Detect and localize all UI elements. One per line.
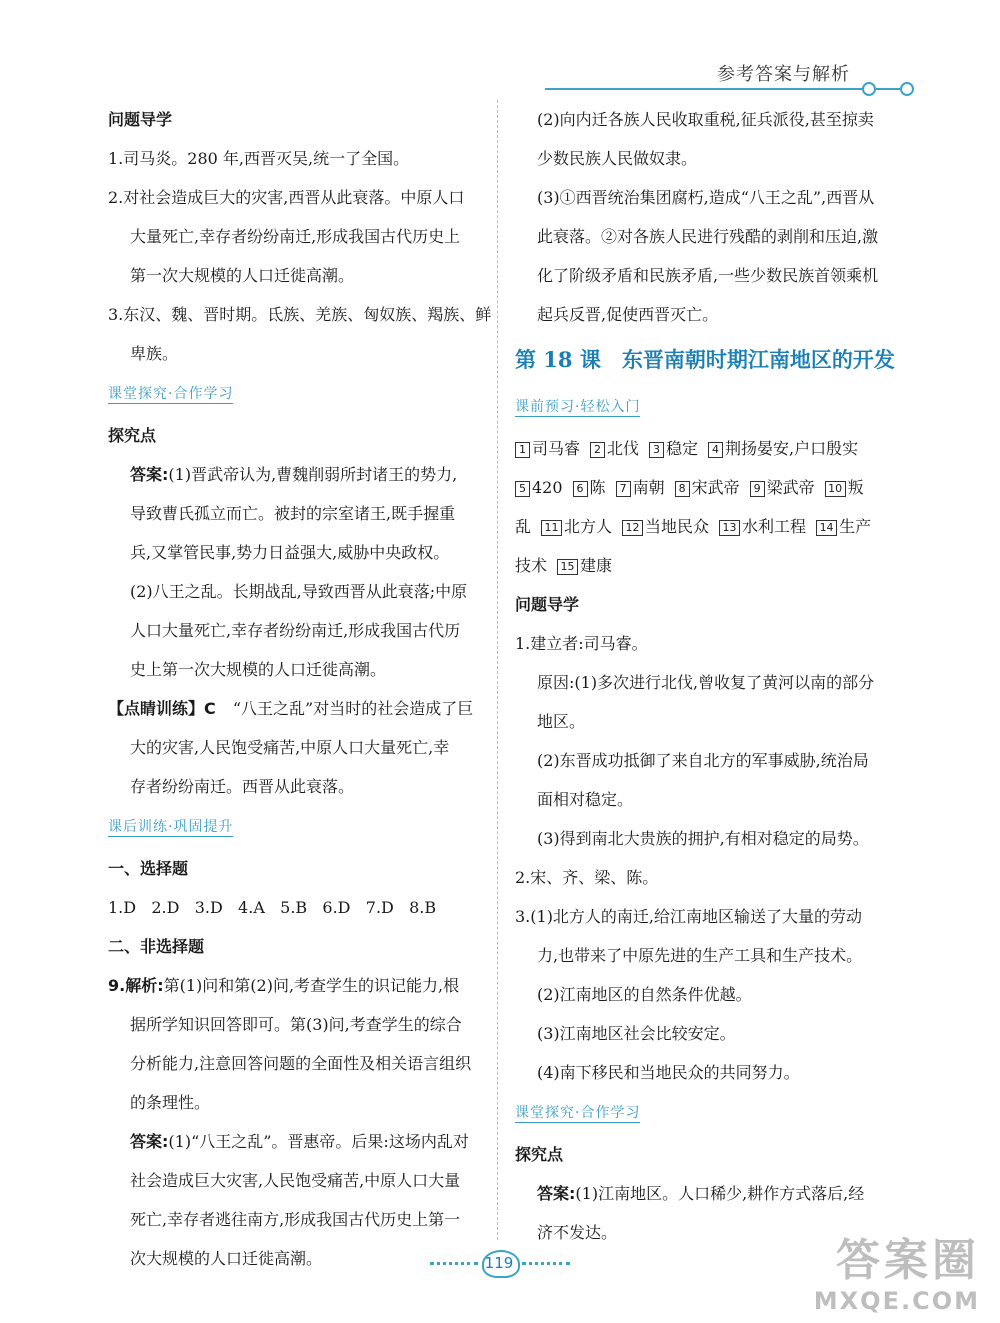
watermark-logo	[814, 1235, 980, 1315]
explore-answer-text: (2)八王之乱。长期战乱,导致西晋从此衰落;中原	[130, 582, 468, 601]
watermark-text: 答案圈	[836, 1235, 980, 1286]
answer-line: 少数民族人民做奴隶。	[537, 149, 698, 168]
q9-text: 第(1)问和第(2)问,考查学生的识记能力,根	[163, 976, 460, 995]
number-box: 2	[590, 442, 605, 458]
q9-answer-text: (1)“八王之乱”。晋惠帝。后果:这场内乱对	[168, 1132, 469, 1151]
fill-item	[557, 556, 612, 575]
fill-item	[515, 478, 563, 497]
fill-item	[719, 517, 806, 536]
explore-heading: 探究点	[108, 426, 157, 445]
column-divider	[497, 100, 498, 1240]
wenti-heading: 问题导学	[515, 595, 580, 614]
number-box: 4	[708, 442, 723, 458]
number-box: 15	[557, 559, 578, 575]
fill-item	[708, 439, 858, 458]
dianjing-block	[108, 689, 483, 728]
number-box: 8	[675, 481, 690, 497]
number-box: 1	[515, 442, 530, 458]
explore-answer-text: 济不发达。	[537, 1223, 618, 1242]
dianjing-line: “八王之乱”对当时的社会造成了巨	[232, 699, 474, 718]
explore-answer-line	[108, 572, 483, 611]
answer-line: 此衰落。②对各族人民进行残酷的剥削和压迫,激	[537, 227, 879, 246]
answer-line: (2)江南地区的自然条件优越。	[537, 985, 752, 1004]
explore-answer-line	[515, 1174, 895, 1213]
watermark-url: MXQE.COM	[813, 1287, 980, 1315]
fill-text: 420	[532, 478, 563, 497]
number-box: 9	[750, 481, 765, 497]
page-number: 119	[484, 1254, 514, 1272]
choice-answers: 1.D 2.D 3.D 4.A 5.B 6.D 7.D 8.B	[108, 898, 437, 917]
explore-heading: 探究点	[515, 1145, 564, 1164]
q9-label: 9.解析:	[108, 976, 164, 995]
explore-answer-line	[108, 455, 483, 494]
explore-answer-text: 兵,又掌管民事,势力日益强大,威胁中央政权。	[130, 543, 450, 562]
answer-line: 力,也带来了中原先进的生产工具和生产技术。	[537, 946, 863, 965]
number-box: 7	[616, 481, 631, 497]
q9-text: 分析能力,注意回答问题的全面性及相关语言组织	[130, 1054, 472, 1073]
section-tag: 课前预习·轻松入门	[515, 399, 641, 415]
fill-item	[515, 439, 580, 458]
explore-answer-line	[108, 494, 483, 533]
answer-label: 答案:	[130, 1132, 169, 1151]
explore-answer-line	[108, 611, 483, 650]
header-rule	[545, 88, 865, 90]
fill-text: 陈	[589, 478, 606, 497]
q9-text: 据所学知识回答即可。第(3)问,考查学生的综合	[130, 1015, 462, 1034]
fill-text: 当地民众	[645, 517, 710, 536]
dianjing-line: 大的灾害,人民饱受痛苦,中原人口大量死亡,幸	[130, 738, 450, 757]
answer-line: (4)南下移民和当地民众的共同努力。	[537, 1063, 800, 1082]
dianjing-label: 【点睛训练】C	[108, 699, 216, 718]
right-top-block	[515, 100, 895, 334]
explore-answer-text: (1)晋武帝认为,曹魏削弱所封诸王的势力,	[168, 465, 458, 484]
answer-line: 2.对社会造成巨大的灾害,西晋从此衰落。中原人口	[108, 188, 465, 207]
section-tag: 课后训练·巩固提升	[108, 819, 234, 835]
answer-line: 3.(1)北方人的南迁,给江南地区输送了大量的劳动	[515, 907, 863, 926]
answer-line: 2.宋、齐、梁、陈。	[515, 868, 659, 887]
fill-row	[515, 468, 895, 507]
fill-text: 荆扬晏安,户口殷实	[725, 439, 859, 458]
left-column	[108, 100, 492, 1278]
number-box: 6	[573, 481, 588, 497]
fill-item	[750, 478, 815, 497]
answer-line: 起兵反晋,促使西晋灭亡。	[537, 305, 719, 324]
answer-line: 化了阶级矛盾和民族矛盾,一些少数民族首领乘机	[537, 266, 879, 285]
fill-text: 乱	[515, 517, 532, 536]
answer-line: 面相对稳定。	[537, 790, 634, 809]
answer-label: 答案:	[130, 465, 169, 484]
q9-answer-text: 社会造成巨大灾害,人民饱受痛苦,中原人口大量	[130, 1171, 461, 1190]
number-box: 11	[541, 520, 562, 536]
right-column	[515, 100, 895, 1252]
number-box: 3	[649, 442, 664, 458]
answer-line: (3)得到南北大贵族的拥护,有相对稳定的局势。	[537, 829, 869, 848]
fill-item	[515, 517, 531, 536]
header-title: 参考答案与解析	[717, 64, 850, 85]
explore-answer-line	[108, 650, 483, 689]
q9-text: 的条理性。	[130, 1093, 211, 1112]
number-box: 13	[719, 520, 740, 536]
explore-answer-text: 人口大量死亡,幸存者纷纷南迁,形成我国古代历	[130, 621, 461, 640]
fill-item	[816, 517, 871, 536]
number-box: 5	[515, 481, 530, 497]
fill-text: 稳定	[666, 439, 699, 458]
fill-text: 梁武帝	[766, 478, 815, 497]
fill-item	[616, 478, 665, 497]
lesson-title: 第 18 课 东晋南朝时期江南地区的开发	[515, 347, 895, 372]
number-box: 14	[816, 520, 837, 536]
answer-line: 地区。	[537, 712, 586, 731]
section-tag: 课堂探究·合作学习	[108, 386, 234, 402]
answer-line: 1.司马炎。280 年,西晋灭吴,统一了全国。	[108, 149, 410, 168]
number-box: 12	[622, 520, 643, 536]
answer-line: 3.东汉、魏、晋时期。氐族、羌族、匈奴族、羯族、鲜	[108, 305, 492, 324]
footer-dots	[522, 1262, 570, 1265]
answer-line: (2)东晋成功抵御了来自北方的军事威胁,统治局	[537, 751, 869, 770]
fill-row	[515, 546, 895, 585]
q9-answer-line	[108, 1122, 483, 1161]
explore-answer-text: 导致曹氏孤立而亡。被封的宗室诸王,既手握重	[130, 504, 456, 523]
explore-answer-text: (1)江南地区。人口稀少,耕作方式落后,经	[575, 1184, 865, 1203]
fill-item	[649, 439, 698, 458]
dianjing-line: 存者纷纷南迁。西晋从此衰落。	[130, 777, 355, 796]
wenti-block	[515, 624, 895, 1092]
section-heading: 问题导学	[108, 110, 173, 129]
fill-item	[573, 478, 606, 497]
answer-line: (3)江南地区社会比较安定。	[537, 1024, 736, 1043]
fill-row	[515, 507, 895, 546]
fill-text: 北方人	[564, 517, 613, 536]
fill-text: 技术	[515, 556, 548, 575]
answer-line: (3)①西晋统治集团腐朽,造成“八王之乱”,西晋从	[537, 188, 875, 207]
fill-text: 生产	[839, 517, 872, 536]
section-heading: 二、非选择题	[108, 937, 205, 956]
header-dot	[862, 82, 876, 96]
explore-answer-line	[108, 533, 483, 572]
fill-row	[515, 429, 895, 468]
answer-line: 卑族。	[130, 344, 179, 363]
explore-answer-text: 史上第一次大规模的人口迁徙高潮。	[130, 660, 387, 679]
fill-item	[622, 517, 709, 536]
fill-item	[675, 478, 740, 497]
left-intro-block	[108, 100, 492, 373]
fill-text: 北伐	[607, 439, 640, 458]
fill-text: 水利工程	[742, 517, 807, 536]
answer-line: 大量死亡,幸存者纷纷南迁,形成我国古代历史上	[130, 227, 461, 246]
q9-answer-text: 死亡,幸存者逃往南方,形成我国古代历史上第一	[130, 1210, 461, 1229]
answer-line: 1.建立者:司马睿。	[515, 634, 648, 653]
fill-item	[541, 517, 612, 536]
fill-answers-block	[515, 429, 895, 585]
q9-analysis-line	[108, 966, 483, 1005]
answer-label: 答案:	[537, 1184, 576, 1203]
footer-dots	[430, 1262, 478, 1265]
fill-text: 宋武帝	[691, 478, 740, 497]
fill-text: 叛	[847, 478, 864, 497]
number-box: 10	[825, 481, 846, 497]
section-heading: 一、选择题	[108, 859, 189, 878]
fill-text: 司马睿	[532, 439, 581, 458]
answer-line: (2)向内迁各族人民收取重税,征兵派役,甚至掠卖	[537, 110, 874, 129]
section-tag: 课堂探究·合作学习	[515, 1105, 641, 1121]
fill-item	[825, 478, 864, 497]
answer-line: 原因:(1)多次进行北伐,曾收复了黄河以南的部分	[537, 673, 875, 692]
answer-line: 第一次大规模的人口迁徙高潮。	[130, 266, 355, 285]
q9-answer-text: 次大规模的人口迁徙高潮。	[130, 1249, 323, 1268]
header-connector	[876, 88, 900, 90]
fill-text: 南朝	[632, 478, 665, 497]
explore-answer-block	[108, 455, 483, 689]
header-dot	[900, 82, 914, 96]
fill-item	[515, 556, 547, 575]
fill-text: 建康	[580, 556, 613, 575]
fill-item	[590, 439, 639, 458]
